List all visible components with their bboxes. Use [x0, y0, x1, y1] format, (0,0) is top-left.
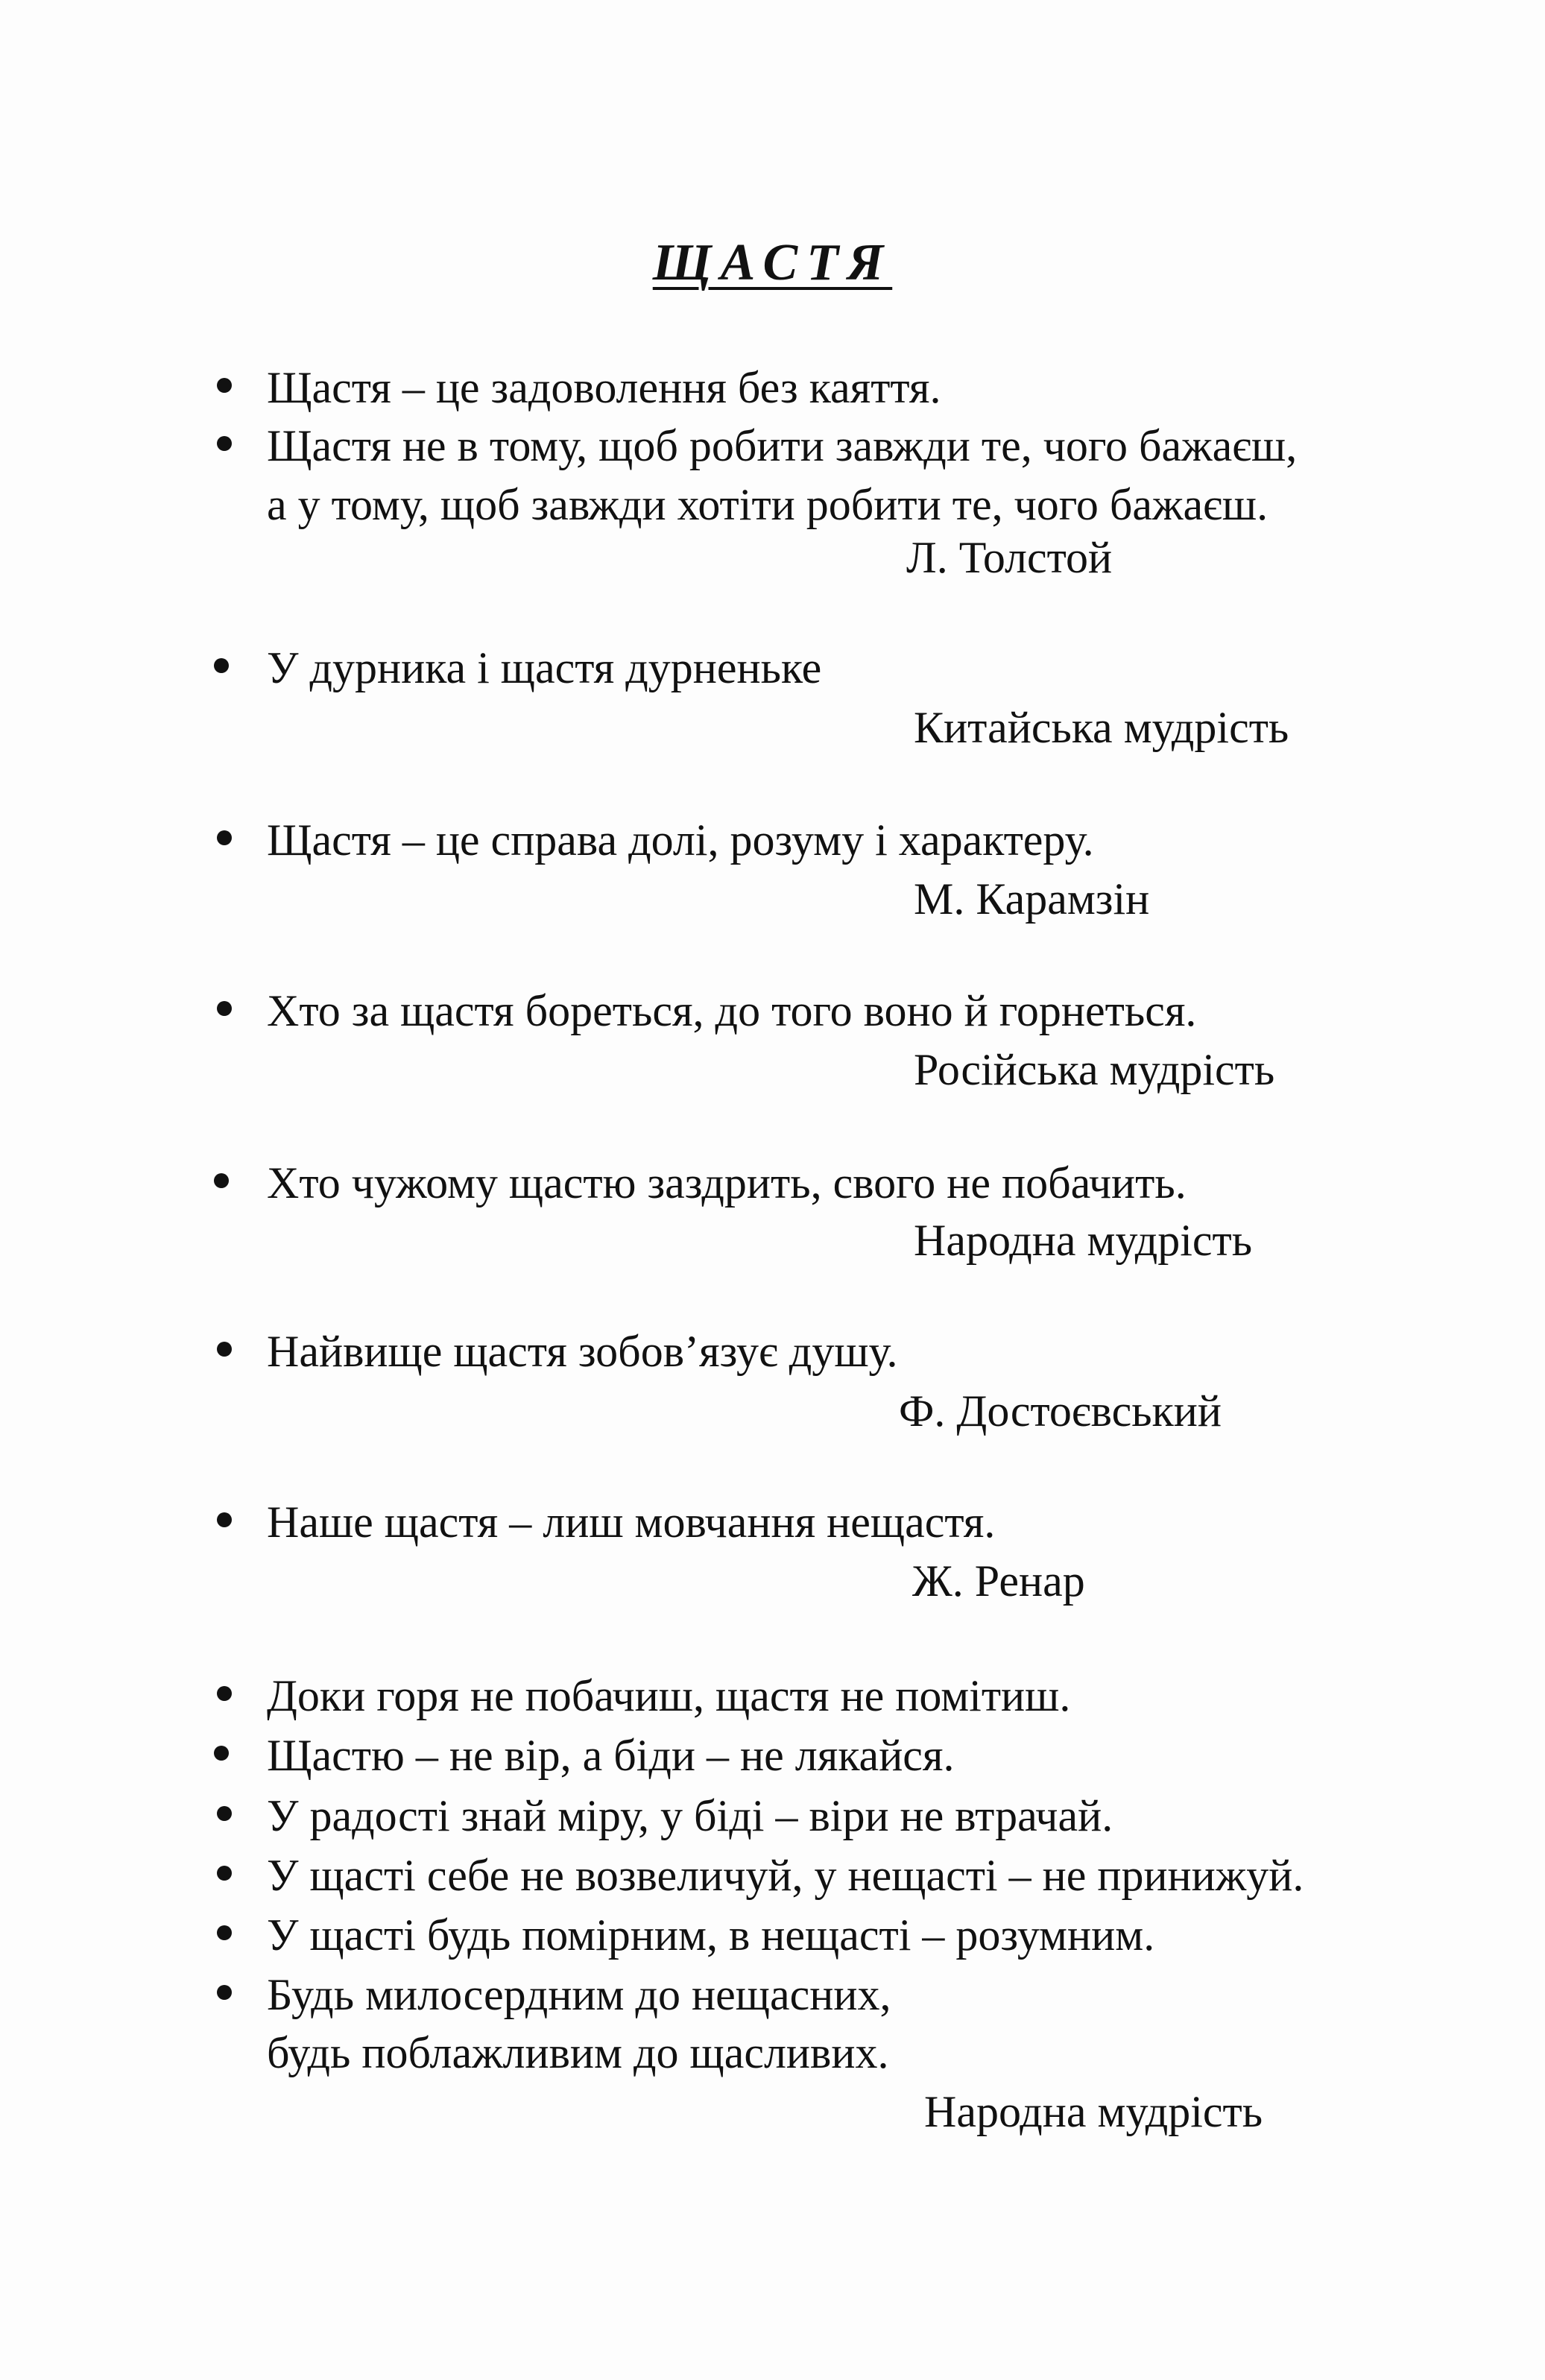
quote-line: Щастя – це задоволення без каяття. — [267, 363, 941, 412]
quote-line: У дурника і щастя дурненьке — [267, 643, 822, 692]
quote-author: Ф. Достоєвський — [899, 1386, 1222, 1436]
bullet-icon — [214, 658, 229, 673]
quote-line: Будь милосердним до нещасних, — [267, 1970, 891, 2019]
quote-author: Народна мудрість — [914, 1216, 1253, 1265]
quote-line: Наше щастя – лиш мовчання нещастя. — [267, 1497, 996, 1547]
bullet-icon — [217, 1001, 232, 1016]
page-title: ЩАСТЯ — [652, 234, 893, 291]
quote-author: Л. Толстой — [906, 533, 1113, 582]
bullet-icon — [214, 1173, 229, 1188]
bullet-icon — [217, 1866, 232, 1881]
quote-author: Китайська мудрість — [914, 703, 1289, 752]
quote-author: Ж. Ренар — [912, 1556, 1085, 1606]
bullet-icon — [217, 1985, 232, 2000]
quote-author: Російська мудрість — [914, 1045, 1275, 1094]
quote-author: Народна мудрість — [924, 2087, 1263, 2136]
quote-line: Щастя – це справа долі, розуму і характеру. — [267, 815, 1094, 865]
quote-line: Хто чужому щастю заздрить, свого не побачить. — [267, 1158, 1187, 1208]
bullet-icon — [217, 1512, 232, 1527]
quote-line: У радості знай міру, у біді – віри не втрачай. — [267, 1791, 1113, 1840]
quote-line: Найвище щастя зобов’язує душу. — [267, 1327, 898, 1376]
bullet-icon — [217, 830, 232, 845]
quote-line: Хто за щастя бореться, до того воно й горнеться. — [267, 986, 1197, 1035]
bullet-icon — [217, 1686, 232, 1701]
quote-line: У щасті будь помірним, в нещасті – розумним. — [267, 1910, 1155, 1960]
quote-line: Щастю – не вір, а біди – не лякайся. — [267, 1731, 955, 1780]
bullet-icon — [217, 1925, 232, 1940]
quote-line: а у тому, щоб завжди хотіти робити те, чого бажаєш. — [267, 480, 1268, 529]
quote-line: Доки горя не побачиш, щастя не помітиш. — [267, 1671, 1071, 1720]
bullet-icon — [217, 1342, 232, 1357]
bullet-icon — [214, 1746, 229, 1761]
quote-author: М. Карамзін — [914, 874, 1150, 924]
bullet-icon — [217, 378, 232, 393]
quote-line: У щасті себе не возвеличуй, у нещасті – не принижуй. — [267, 1851, 1304, 1900]
quote-line: Щастя не в тому, щоб робити завжди те, чого бажаєш, — [267, 421, 1298, 470]
quote-line: будь поблажливим до щасливих. — [267, 2028, 889, 2077]
bullet-icon — [217, 436, 232, 451]
bullet-icon — [217, 1806, 232, 1821]
